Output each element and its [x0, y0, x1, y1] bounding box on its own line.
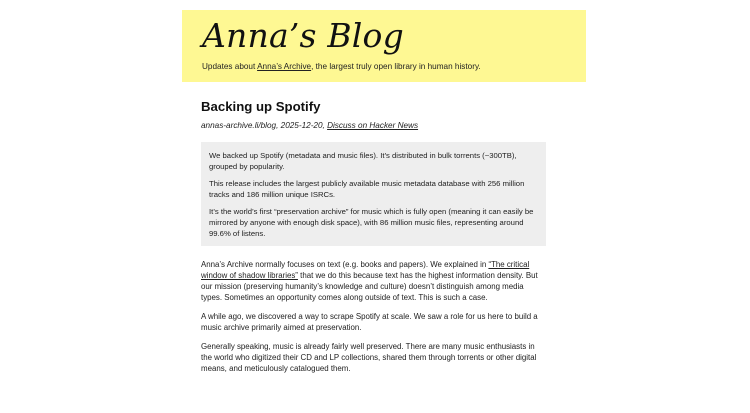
hacker-news-link[interactable]: Discuss on Hacker News — [327, 121, 419, 130]
annas-archive-link[interactable]: Anna’s Archive — [257, 62, 312, 71]
blog-tagline — [202, 61, 481, 73]
body-paragraph: A while ago, we discovered a way to scrape Spotify at scale. We saw a role for us here to build a music archive primarily aimed at preservation. — [201, 312, 538, 332]
post-title: Backing up Spotify — [201, 99, 321, 114]
summary-paragraph: This release includes the largest publicly available music metadata database with 256 million tracks and 186 million unique ISRCs. — [209, 179, 525, 199]
shadow-libraries-link[interactable]: “The critical window of shadow libraries” — [201, 260, 530, 280]
paragraph-text: that we do this because text has the highest information density. But our mission (preserving humanity’s knowledge and culture) doesn’t distinguish among media types. Sometimes an opportunity comes along outside of text. This is such a case. — [201, 271, 538, 302]
body-paragraph: Generally speaking, music is already fairly well preserved. There are many music enthusiasts in the world who digitized their CD and LP collections, shared them through torrents or other digital means, and meticulously catalogued them. — [201, 342, 537, 373]
summary-paragraph: We backed up Spotify (metadata and music files). It’s distributed in bulk torrents (~300TB), grouped by popularity. — [209, 151, 517, 171]
summary-box — [201, 142, 546, 246]
summary-paragraph: It’s the world’s first “preservation archive” for music which is fully open (meaning it can easily be mirrored by anyone with enough disk space), with 86 million music files, representing around 99.6% of listens. — [209, 207, 534, 238]
tagline-prefix: Updates about — [202, 62, 258, 71]
post-body — [201, 259, 546, 374]
post-meta-text: annas-archive.li/blog, 2025-12-20, — [201, 121, 328, 130]
post-meta — [201, 120, 546, 132]
tagline-suffix: , the largest truly open library in human history. — [311, 62, 481, 71]
body-paragraph — [201, 259, 546, 303]
paragraph-text: Anna’s Archive normally focuses on text (e.g. books and papers). We explained in — [201, 260, 489, 269]
blog-title[interactable]: Anna’s Blog — [202, 16, 404, 55]
blog-header — [182, 10, 586, 82]
post-content — [201, 98, 546, 382]
